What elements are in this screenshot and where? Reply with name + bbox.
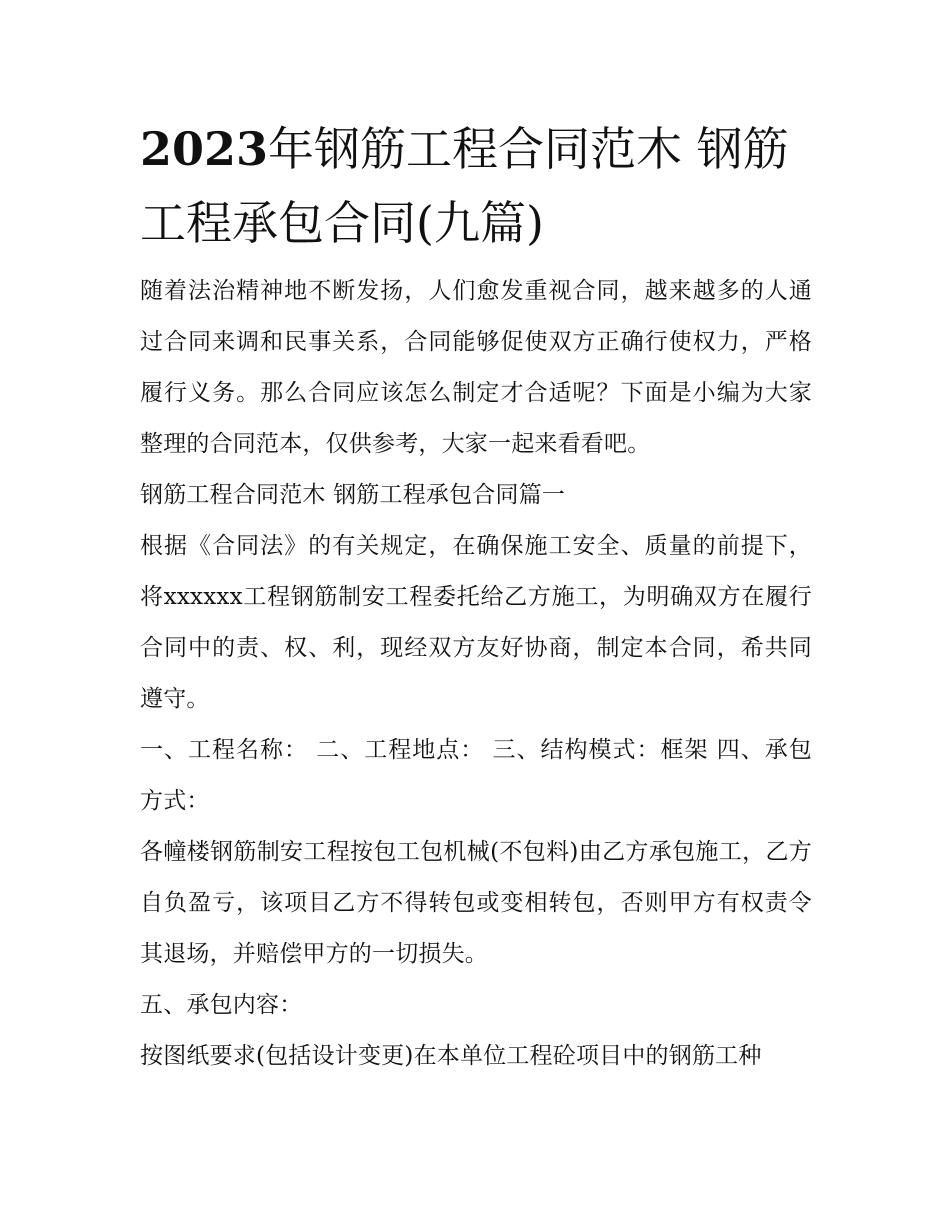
clause-heading: 五、承包内容： [140,992,303,1018]
document-title [140,112,812,260]
body-paragraph: 各幢楼钢筋制安工程按包工包机械(不包料)由乙方承包施工，乙方自负盈亏，该项目乙方不得转包或变相转包，否则甲方有权责令其退场，并赔偿甲方的一切损失。 [140,839,812,967]
section-heading: 钢筋工程合同范木 钢筋工程承包合同篇一 [140,482,566,508]
body-paragraph: 按图纸要求(包括设计变更)在本单位工程砼项目中的钢筋工种 [140,1043,762,1069]
title-year: 2023 [140,122,269,176]
document-body [140,112,812,1082]
clause-list: 一、工程名称： 二、工程地点： 三、结构模式：框架 四、承包方式： [140,737,812,814]
title-text: 年钢筋工程合同范木 钢筋工程承包合同(九篇) [140,122,789,250]
intro-paragraph: 随着法治精神地不断发扬，人们愈发重视合同，越来越多的人通过合同来调和民事关系，合同能够促使双方正确行使权力，严格履行义务。那么合同应该怎么制定才合适呢？下面是小编为大家整理的合同范本，仅供参考，大家一起来看看吧。 [140,278,812,457]
body-paragraph: 根据《合同法》的有关规定，在确保施工安全、质量的前提下，将xxxxxx工程钢筋制安工程委托给乙方施工，为明确双方在履行合同中的责、权、利，现经双方友好协商，制定本合同，希共同遵守。 [140,533,812,712]
